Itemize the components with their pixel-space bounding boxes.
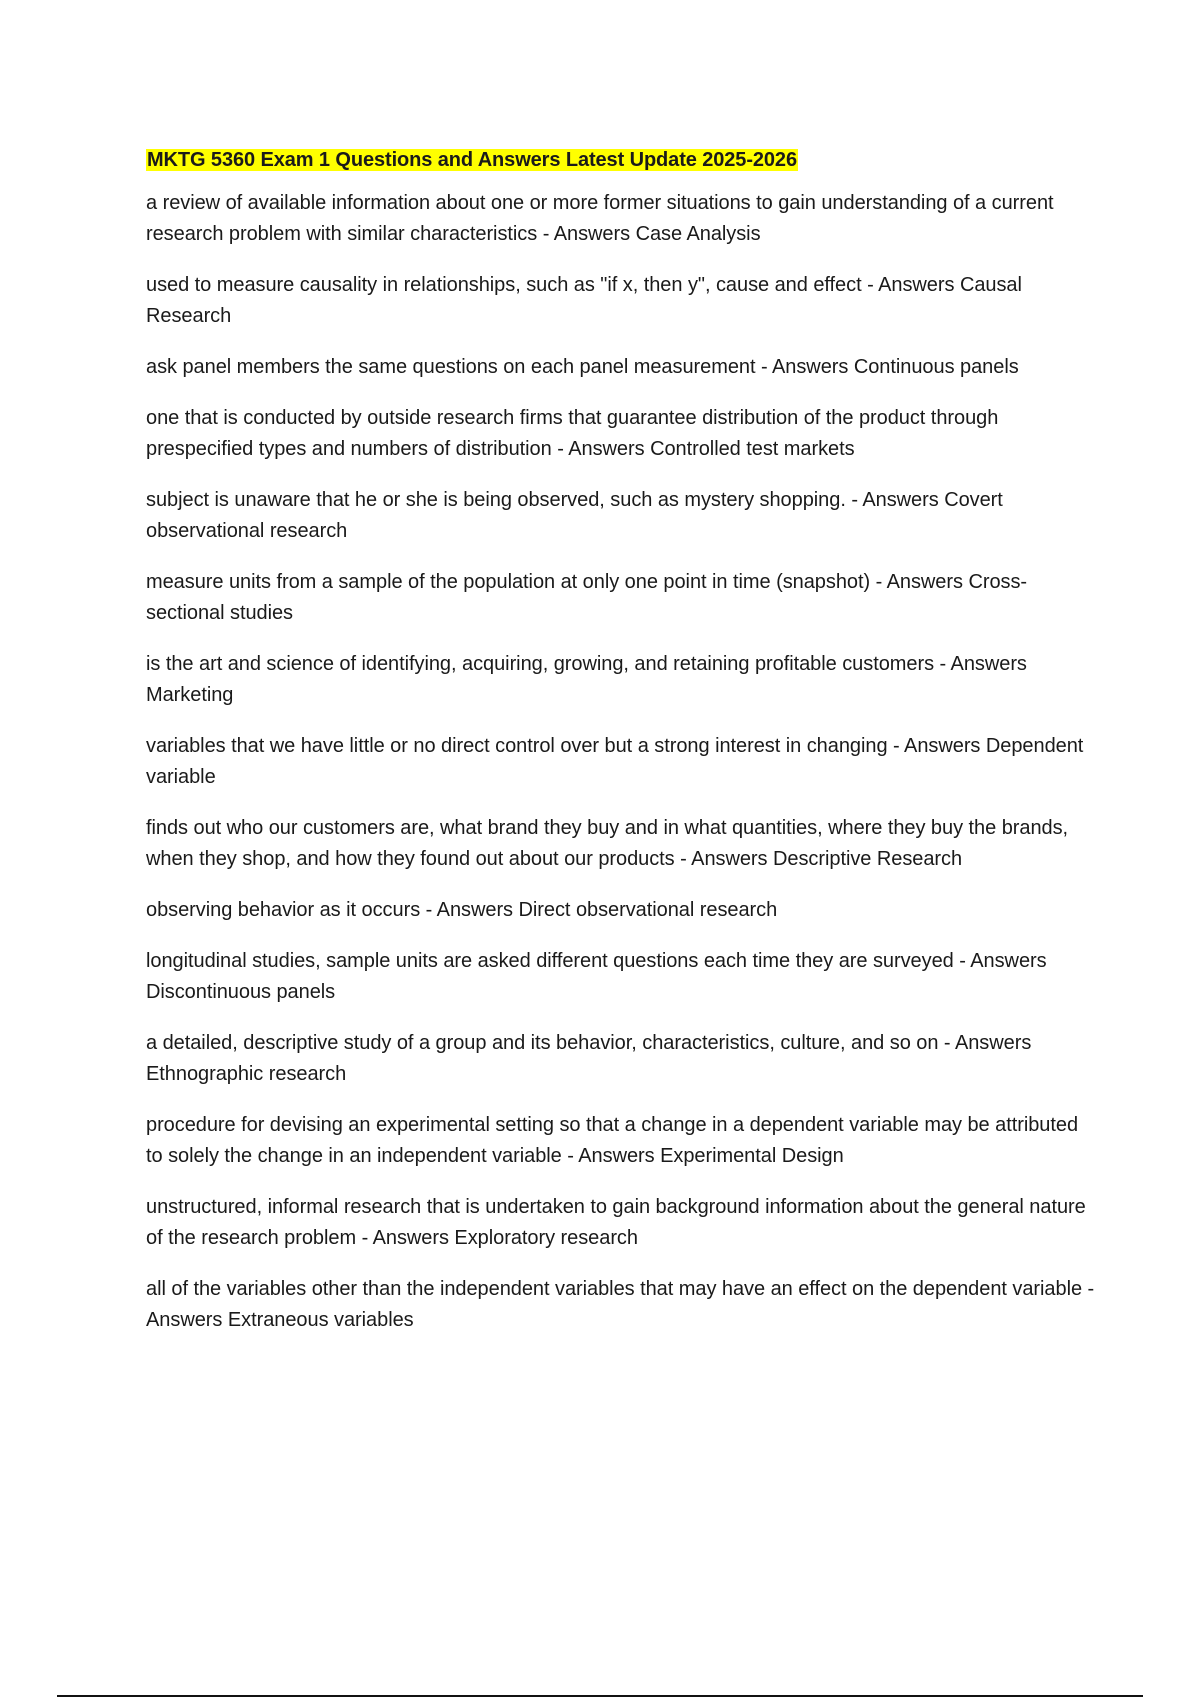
footer-divider (57, 1695, 1143, 1697)
qa-entry-8: variables that we have little or no direct control over but a strong interest in changing - Answers Dependent variable (146, 735, 1084, 788)
qa-entry-15: all of the variables other than the independent variables that may have an effect on the dependent variable - Answers Extraneous variables (146, 1278, 1095, 1331)
qa-entry-5: subject is unaware that he or she is being observed, such as mystery shopping. - Answers Covert observational research (146, 489, 1003, 542)
qa-entry-7: is the art and science of identifying, acquiring, growing, and retaining profitable customers - Answers Marketing (146, 653, 1027, 706)
qa-entry-11: longitudinal studies, sample units are asked different questions each time they are surveyed - Answers Discontinuous panels (146, 950, 1047, 1003)
qa-entry-13: procedure for devising an experimental setting so that a change in a dependent variable may be attributed to solely the change in an independent variable - Answers Experimental Design (146, 1114, 1079, 1167)
qa-entry-3: ask panel members the same questions on each panel measurement - Answers Continuous panels (146, 356, 1019, 378)
qa-entry-1: a review of available information about one or more former situations to gain understanding of a current research problem with similar characteristics - Answers Case Analysis (146, 192, 1054, 245)
document-title: MKTG 5360 Exam 1 Questions and Answers Latest Update 2025-2026 (147, 149, 797, 171)
qa-entry-6: measure units from a sample of the population at only one point in time (snapshot) - Answers Cross-sectional studies (146, 571, 1028, 624)
qa-entry-12: a detailed, descriptive study of a group and its behavior, characteristics, culture, and so on - Answers Ethnographic research (146, 1032, 1032, 1085)
title-block (146, 145, 1096, 177)
qa-entry-2: used to measure causality in relationships, such as "if x, then y", cause and effect - Answers Causal Research (146, 274, 1022, 327)
qa-entry-4: one that is conducted by outside research firms that guarantee distribution of the product through prespecified types and numbers of distribution - Answers Controlled test markets (146, 407, 999, 460)
document-content (146, 145, 1096, 1356)
qa-entry-9: finds out who our customers are, what brand they buy and in what quantities, where they buy the brands, when they shop, and how they found out about our products - Answers Descriptive Research (146, 817, 1069, 870)
qa-entry-14: unstructured, informal research that is undertaken to gain background information about the general nature of the research problem - Answers Exploratory research (146, 1196, 1086, 1249)
qa-entry-10: observing behavior as it occurs - Answers Direct observational research (146, 899, 778, 921)
